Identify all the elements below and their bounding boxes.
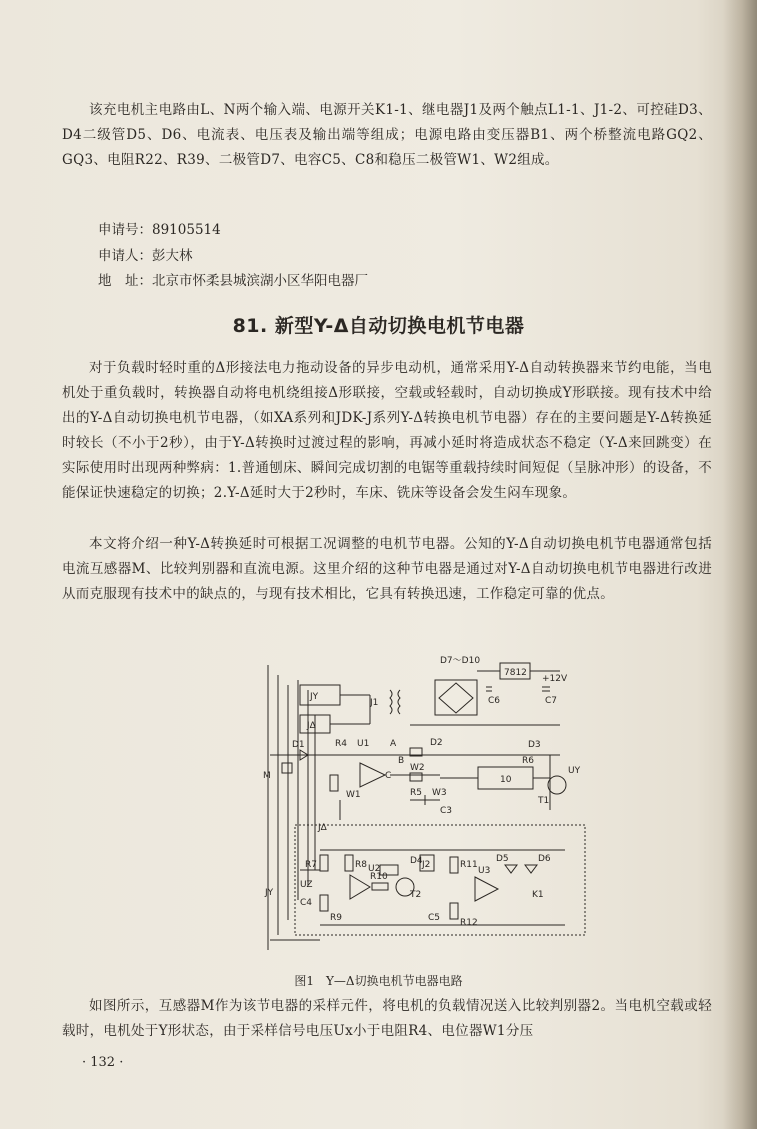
label-u3: U3	[478, 866, 491, 876]
label-k1: K1	[532, 890, 544, 900]
label-j2: J2	[422, 860, 431, 870]
label-12v: +12V	[542, 674, 568, 684]
label-d3: D3	[528, 740, 541, 750]
label-c: C	[385, 771, 392, 781]
label-j1: J1	[370, 698, 379, 708]
label-d6: D6	[538, 854, 551, 864]
label-c6: C6	[488, 696, 501, 706]
circuit-diagram	[260, 645, 590, 965]
label-u2: U2	[368, 864, 381, 874]
label-uy: UY	[568, 766, 581, 776]
label-d1: D1	[292, 740, 305, 750]
label-d5: D5	[496, 854, 509, 864]
label-jdelta2: JΔ	[318, 823, 327, 833]
book-spine-shadow	[723, 0, 757, 1129]
label-7812: 7812	[504, 668, 527, 678]
label-jdelta: JΔ	[307, 721, 316, 731]
label-r5: R5	[410, 788, 422, 798]
label-r12: R12	[460, 918, 478, 928]
label-d4: D4	[410, 856, 423, 866]
figure-caption: 图1 Y—Δ切换电机节电器电路	[294, 974, 463, 988]
label-d2: D2	[430, 738, 443, 748]
label-d7d10: D7～D10	[440, 656, 481, 666]
label-m: M	[263, 771, 271, 781]
label-w3: W3	[432, 788, 447, 798]
label-c7: C7	[545, 696, 558, 706]
label-t1: T1	[538, 796, 550, 806]
label-c3: C3	[440, 806, 453, 816]
address: 地 址：北京市怀柔县城滨湖小区华阳电器厂	[98, 273, 368, 289]
label-b: B	[398, 756, 405, 766]
explanation-paragraph: 如图所示，互感器M作为该节电器的采样元件，将电机的负载情况送入比较判别器2。当电机空载或轻载时，电机处于Y形状态，由于采样信号电压Ux小于电阻R4、电位器W1分压	[62, 998, 712, 1039]
label-u1: U1	[357, 739, 370, 749]
label-a: A	[390, 739, 397, 749]
label-t2: T2	[410, 890, 422, 900]
label-r11: R11	[460, 860, 478, 870]
application-number: 申请号：89105514	[98, 222, 221, 238]
label-r8: R8	[355, 860, 367, 870]
label-10: 10	[500, 775, 512, 785]
label-uz: UZ	[300, 880, 313, 890]
label-jy2: JY	[265, 888, 274, 898]
applicant: 申请人：彭大林	[98, 248, 193, 264]
label-r10: R10	[370, 872, 388, 882]
label-w2: W2	[410, 763, 425, 773]
label-r9: R9	[330, 913, 342, 923]
label-r7: R7	[305, 860, 317, 870]
page-number: · 132 ·	[82, 1055, 124, 1070]
intro-paragraph: 该充电机主电路由L、N两个输入端、电源开关K1-1、继电器J1及两个触点L1-1、J1-2、可控硅D3、D4二级管D5、D6、电流表、电压表及输出端等组成；电源电路由变压器B1、两个桥整流电路GQ2、GQ3、电阻R22、R39、二极管D7、电容C5、C8和稳压二极管W1、W2组成。	[62, 102, 712, 168]
label-c5: C5	[428, 913, 441, 923]
label-c4: C4	[300, 898, 313, 908]
article-title: 81. 新型Y-Δ自动切换电机节电器	[232, 315, 525, 337]
label-w1: W1	[346, 790, 361, 800]
label-r4: R4	[335, 739, 347, 749]
summary-paragraph: 本文将介绍一种Y-Δ转换延时可根据工况调整的电机节电器。公知的Y-Δ自动切换电机节电器通常包括电流互感器M、比较判别器和直流电源。这里介绍的这种节电器是通过对Y-Δ自动切换电机节电器进行改进从而克服现有技术中的缺点的，与现有技术相比，它具有转换迅速，工作稳定可靠的优点。	[62, 536, 712, 602]
label-r6: R6	[522, 756, 534, 766]
label-jy: JY	[310, 692, 319, 702]
background-paragraph: 对于负载时轻时重的Δ形接法电力拖动设备的异步电动机，通常采用Y-Δ自动转换器来节约电能，当电机处于重负载时，转换器自动将电机绕组接Δ形联接，空载或轻载时，自动切换成Y形联接。现有技术中给出的Y-Δ自动切换电机节电器，（如XA系列和JDK-J系列Y-Δ转换电机节电器）存在的主要问题是Y-Δ转换延时较长（不小于2秒），由于Y-Δ转换时过渡过程的影响，再减小延时将造成状态不稳定（Y-Δ来回跳变）在实际使用时出现两种弊病：1.普通刨床、瞬间完成切割的电锯等重载持续时间短促（呈脉冲形）的设备，不能保证快速稳定的切换；2.Y-Δ延时大于2秒时，车床、铣床等设备会发生闷车现象。	[62, 360, 712, 501]
